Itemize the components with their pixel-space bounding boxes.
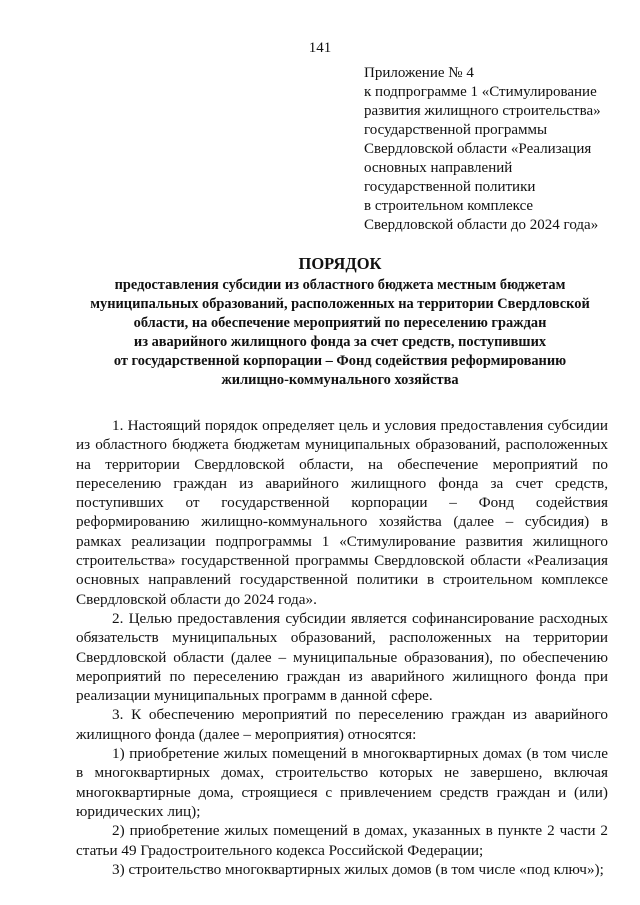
paragraph-3-item-1: 1) приобретение жилых помещений в многоквартирных домах (в том числе в многоквартирных домах, строительство которых не завершено, включая многоквартирные дома, строящиеся с привлечением средств граждан и (или) юридических лиц); [76,745,608,820]
appendix-line: к подпрограмме 1 «Стимулирование [364,84,597,100]
document-body [76,416,608,879]
document-subtitle [60,276,620,390]
appendix-line: Приложение № 4 [364,65,474,81]
appendix-line: развития жилищного строительства» [364,103,601,119]
paragraph-1: 1. Настоящий порядок определяет цель и условия предоставления субсидии из областного бюджета бюджетам муниципальных образований, расположенных на территории Свердловской области, на обеспечение мероприятий по переселению граждан из аварийного жилищного фонда за счет средств, поступивших от государственной корпорации – Фонд содействия реформированию жилищно-коммунального хозяйства (далее – субсидия) в рамках реализации подпрограммы 1 «Стимулирование развития жилищного строительства» государственной программы Свердловской области «Реализация основных направлений государственной политики в строительном комплексе Свердловской области до 2024 года». [76,417,608,608]
subtitle-line: жилищно-коммунального хозяйства [221,372,459,388]
subtitle-line: из аварийного жилищного фонда за счет средств, поступивших [133,334,547,350]
appendix-line: в строительном комплексе [364,198,534,214]
paragraph-2: 2. Целью предоставления субсидии является софинансирование расходных обязательств муниципальных образований, расположенных на территории Свердловской области (далее – муниципальные образования), по обеспечению мероприятий по переселению граждан из аварийного жилищного фонда при реализации муниципальных программ в данной сфере. [76,609,608,705]
appendix-heading [364,64,624,235]
subtitle-line: от государственной корпорации – Фонд содействия реформированию [113,353,567,369]
appendix-line: государственной программы [364,122,548,138]
appendix-line: Свердловской области до 2024 года» [364,217,599,233]
subtitle-line: муниципальных образований, расположенных на территории Свердловской [90,296,590,312]
appendix-line: Свердловской области «Реализация [364,141,592,157]
page-number: 141 [308,40,332,56]
document-title-block [60,254,620,390]
paragraph-3-item-2: 2) приобретение жилых помещений в домах, указанных в пункте 2 части 2 статьи 49 Градостроительного кодекса Российской Федерации; [76,822,608,859]
document-title: ПОРЯДОК [298,254,382,273]
appendix-line: основных направлений [364,160,513,176]
subtitle-line: предоставления субсидии из областного бюджета местным бюджетам [114,277,566,293]
appendix-line: государственной политики [364,179,536,195]
paragraph-3: 3. К обеспечению мероприятий по переселению граждан из аварийного жилищного фонда (далее – мероприятия) относятся: [76,706,608,743]
paragraph-3-item-3: 3) строительство многоквартирных жилых домов (в том числе «под ключ»); [112,860,604,878]
subtitle-line: области, на обеспечение мероприятий по переселению граждан [133,315,547,331]
